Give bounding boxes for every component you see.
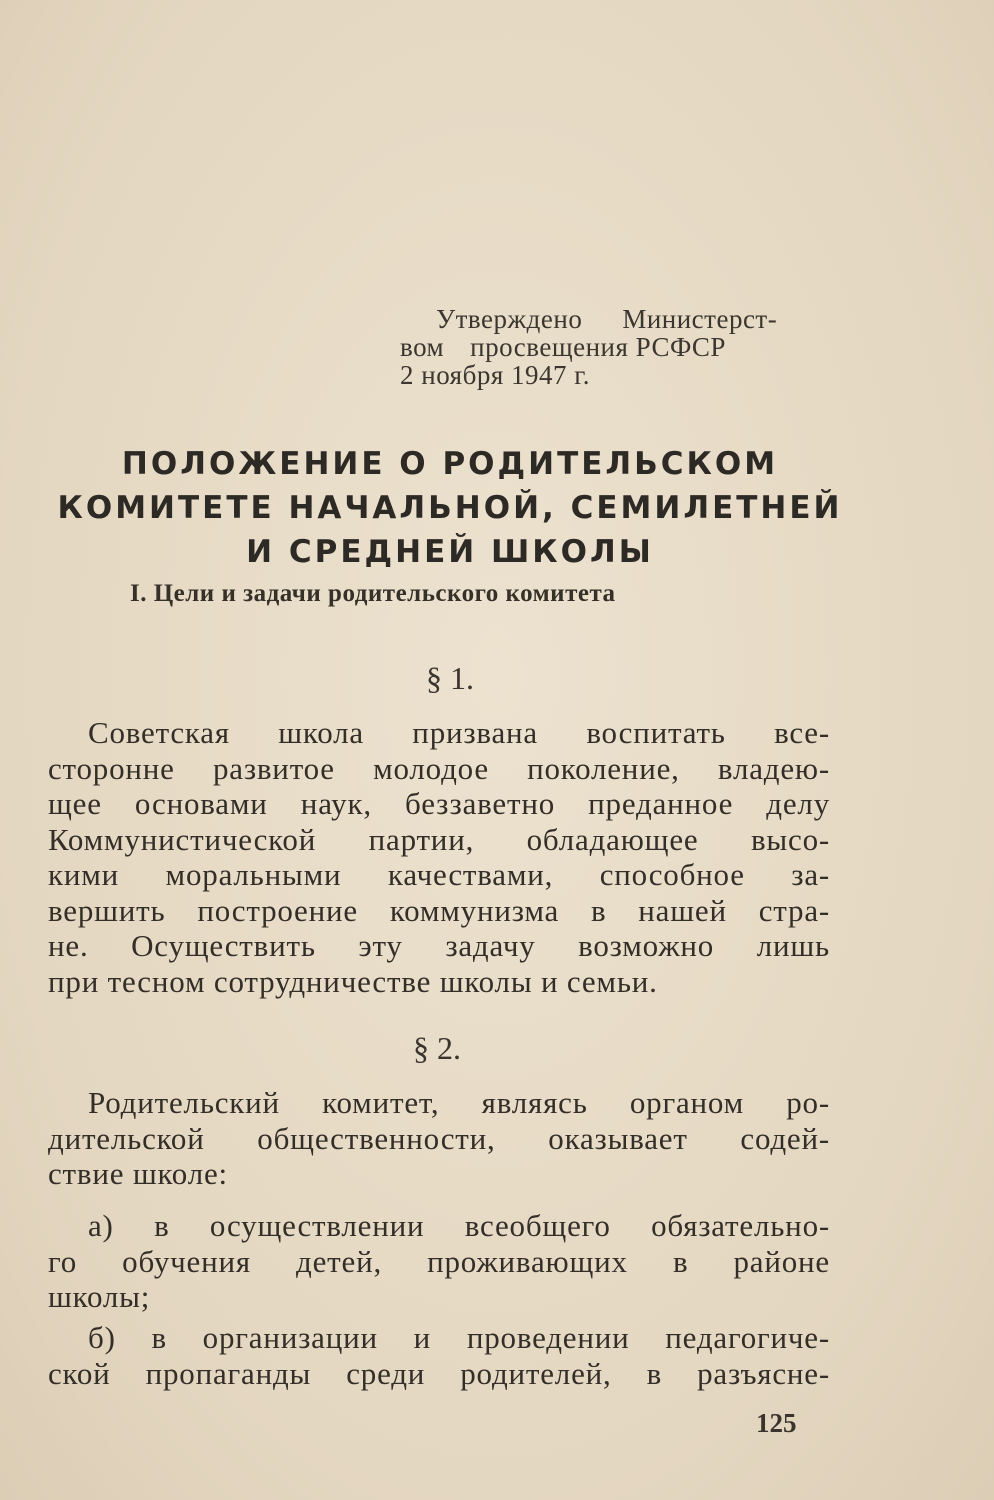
- text-line: а) в осуществлении всеобщего обязательно-: [88, 1208, 830, 1243]
- title-line-3: И СРЕДНЕЙ ШКОЛЫ: [246, 534, 654, 570]
- text-line: вершить построение коммунизма в нашей стра-: [48, 892, 830, 928]
- page-number: 125: [756, 1408, 797, 1438]
- approval-date: 2 ноября 1947 г.: [400, 360, 591, 390]
- text-line: Родительский комитет, являясь органом ро-: [88, 1085, 830, 1120]
- item-b: [48, 1320, 830, 1391]
- text-line: го обучения детей, проживающих в районе: [48, 1243, 830, 1279]
- text-line: б) в организации и проведении педагогиче-: [88, 1320, 830, 1355]
- approval-line1-a: Утверждено: [436, 304, 583, 334]
- approval-note: [400, 305, 830, 389]
- paragraph-mark-2: § 2.: [413, 1030, 461, 1066]
- section-heading: I. Цели и задачи родительского комитета: [130, 580, 616, 607]
- text-line: не. Осуществить эту задачу возможно лишь: [48, 928, 830, 963]
- text-line: ской пропаганды среди родителей, в разъясне-: [48, 1355, 830, 1391]
- text-line: школы;: [48, 1279, 151, 1314]
- text-line: ствие школе:: [48, 1156, 228, 1191]
- approval-line2-b: просвещения РСФСР: [470, 332, 726, 362]
- approval-line2-a: вом: [400, 332, 445, 362]
- text-line: Советская школа призвана воспитать все-: [88, 715, 830, 750]
- text-line: при тесном сотрудничестве школы и семьи.: [48, 963, 658, 999]
- item-a: [48, 1208, 830, 1315]
- text-line: дительской общественности, оказывает содей-: [48, 1120, 830, 1156]
- approval-line1-b: Министерст-: [622, 304, 778, 334]
- text-line: Коммунистической партии, обладающее высо-: [48, 821, 830, 857]
- paragraph-mark-1: § 1.: [426, 660, 474, 696]
- document-title: [50, 442, 850, 574]
- title-line-1: ПОЛОЖЕНИЕ О РОДИТЕЛЬСКОМ: [121, 446, 779, 482]
- paragraph-2: [48, 1085, 830, 1192]
- text-line: кими моральными качествами, способное за-: [48, 857, 830, 892]
- title-line-2: КОМИТЕТЕ НАЧАЛЬНОЙ, СЕМИЛЕТНЕЙ: [57, 490, 843, 526]
- text-line: щее основами наук, беззаветно преданное делу: [48, 786, 830, 821]
- text-line: сторонне развитое молодое поколение, владею-: [48, 750, 830, 786]
- paragraph-1: [48, 715, 830, 999]
